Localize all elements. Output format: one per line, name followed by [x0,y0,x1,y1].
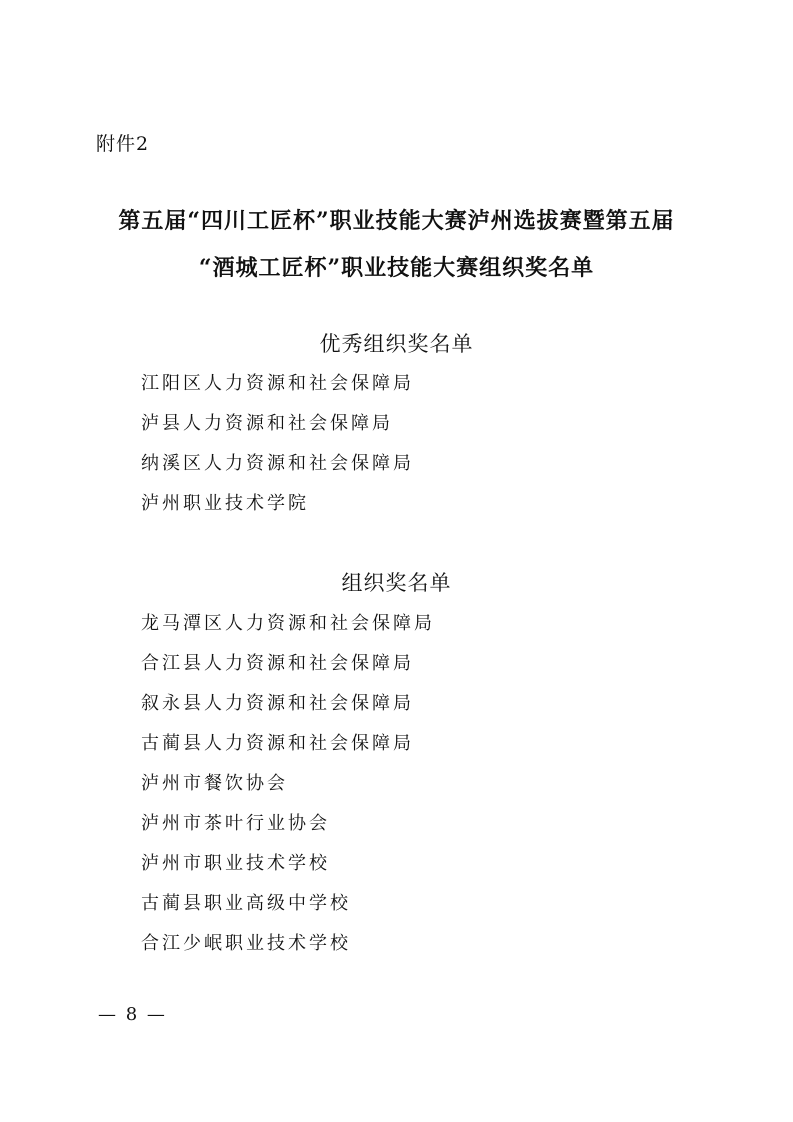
section-heading-organization: 组织奖名单 [341,571,452,595]
attachment-label: 附件2 [96,133,150,155]
list-item: 古蔺县职业高级中学校 [141,893,351,914]
list-item: 合江县人力资源和社会保障局 [141,653,414,674]
list-item: 江阳区人力资源和社会保障局 [141,373,414,394]
excellent-organization-list [141,364,414,524]
page-number: — 8 — [98,1004,167,1025]
list-item: 泸州市职业技术学校 [141,853,330,874]
list-item: 泸县人力资源和社会保障局 [141,413,393,434]
list-item: 泸州市餐饮协会 [141,773,288,794]
list-item: 叙永县人力资源和社会保障局 [141,693,414,714]
list-item: 合江少岷职业技术学校 [141,933,351,954]
list-item: 泸州市茶叶行业协会 [141,813,330,834]
list-item: 古蔺县人力资源和社会保障局 [141,733,414,754]
section-heading-excellent-organization: 优秀组织奖名单 [319,332,474,356]
document-title-line-2: “酒城工匠杯”职业技能大赛组织奖名单 [198,255,595,281]
organization-list [141,604,435,964]
list-item: 纳溪区人力资源和社会保障局 [141,453,414,474]
list-item: 泸州职业技术学院 [141,493,309,514]
list-item: 龙马潭区人力资源和社会保障局 [141,613,435,634]
document-title-line-1: 第五届“四川工匠杯”职业技能大赛泸州选拔赛暨第五届 [118,208,675,234]
